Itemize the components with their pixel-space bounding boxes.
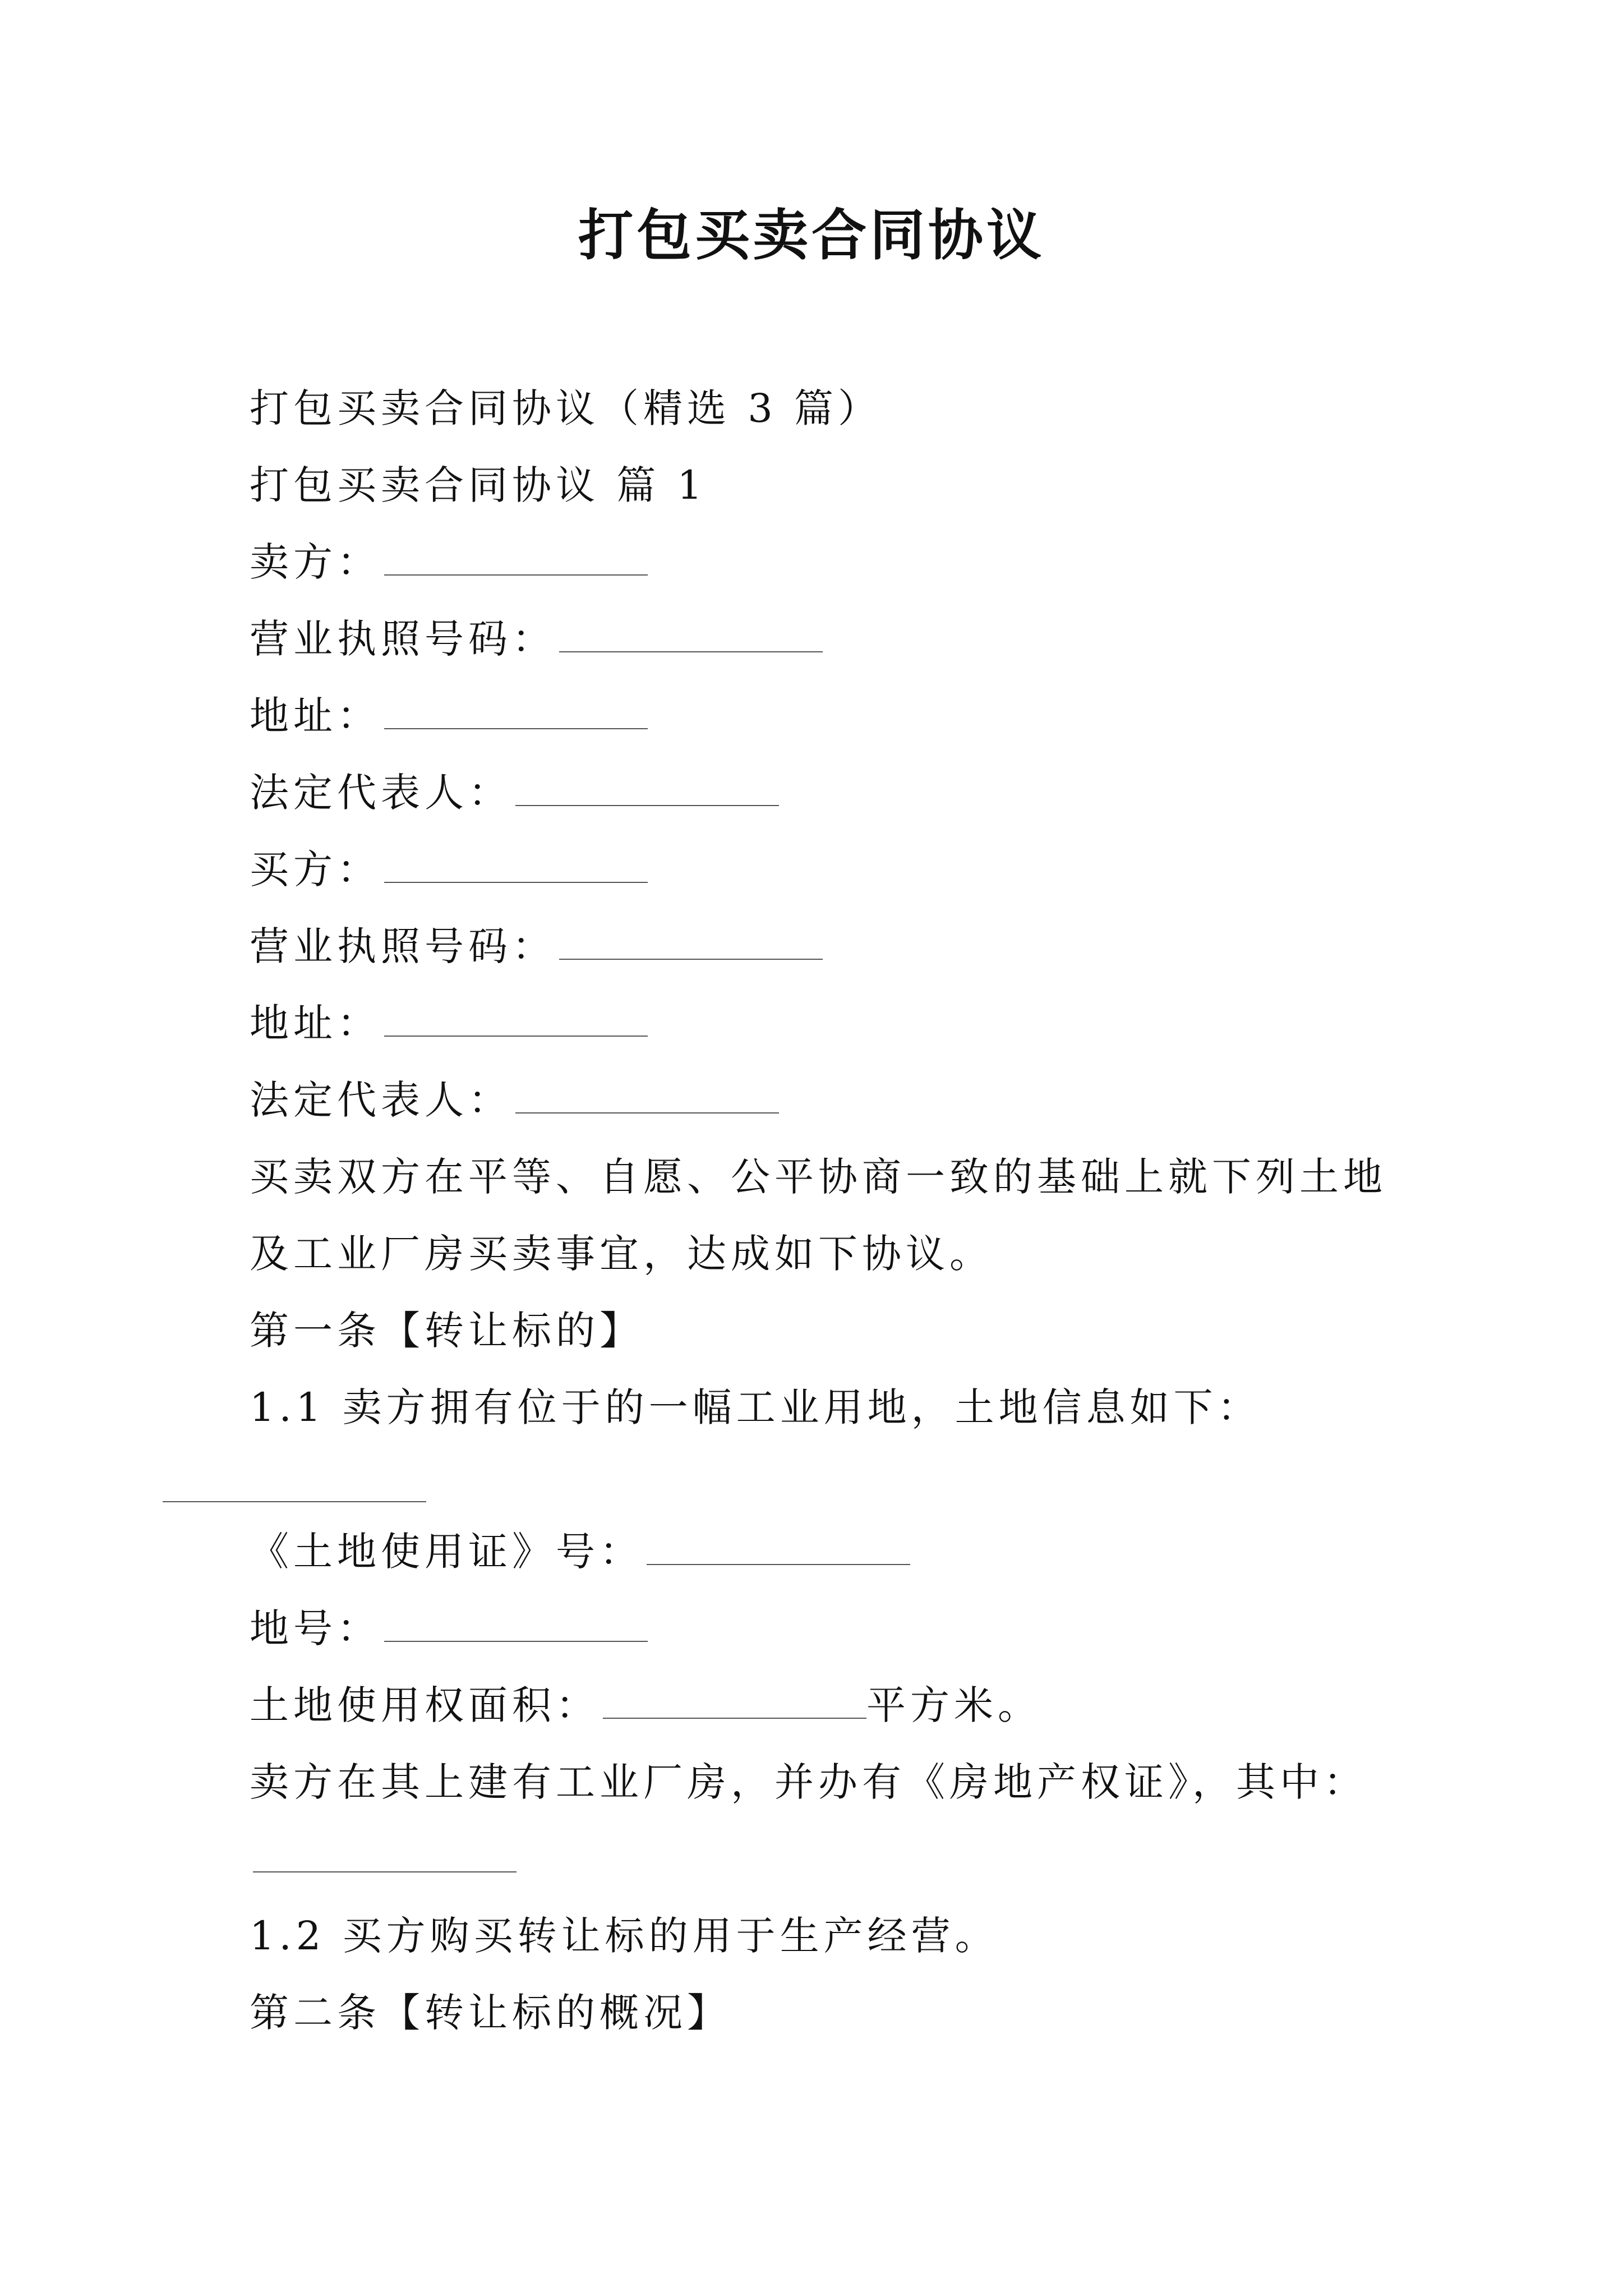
seller-rep-blank [515,774,779,806]
document-title: 打包买卖合同协议 [578,203,1045,268]
seller-address-blank [384,697,648,729]
seller-address-field [250,678,1382,754]
land-area-blank [603,1686,866,1719]
seller-label: 卖方： [250,539,381,585]
seller-blank [384,543,648,576]
buyer-address-field [250,985,1382,1062]
land-area-field [250,1667,1382,1744]
document-body [250,370,1387,2051]
seller-license-blank [559,620,823,652]
seller-license-label: 营业执照号码： [250,616,556,662]
part-heading: 打包买卖合同协议 篇 1 [250,462,707,508]
clause-1-2: 1.2 买方购买转让标的用于生产经营。 [250,1913,999,1959]
seller-rep-field [250,754,1382,831]
land-area-label: 土地使用权面积： [250,1682,600,1728]
factory-paragraph-text: 卖方在其上建有工业厂房，并办有《房地产权证》，其中： [250,1759,1367,1805]
buyer-blank [384,850,648,883]
buyer-license-field [250,908,1382,985]
buyer-rep-blank [515,1081,779,1114]
land-info-blank [163,1452,426,1502]
land-cert-field [250,1513,1382,1590]
buyer-license-blank [559,927,823,960]
subtitle: 打包买卖合同协议（精选 3 篇） [250,385,882,431]
buyer-field [250,831,1382,908]
article1-heading: 第一条【转让标的】 [250,1308,643,1354]
land-area-unit: 平方米。 [866,1682,1041,1728]
buyer-rep-field [250,1062,1382,1139]
seller-address-label: 地址： [250,693,381,739]
buyer-rep-label: 法定代表人： [250,1077,512,1123]
clause-1-1: 1.1 卖方拥有位于的一幅工业用地，土地信息如下： [250,1384,1261,1430]
land-cert-label: 《土地使用证》号： [250,1529,643,1575]
intro-paragraph: 买卖双方在平等、自愿、公平协商一致的基础上就下列土地及工业厂房买卖事宜，达成如下协议。 [250,1154,1387,1277]
seller-field [250,524,1382,601]
buyer-license-label: 营业执照号码： [250,923,556,969]
buyer-label: 买方： [250,846,381,892]
factory-paragraph [163,1744,1388,1898]
lot-number-label: 地号： [250,1605,381,1651]
seller-license-field [250,601,1382,678]
buyer-address-label: 地址： [250,1000,381,1046]
lot-number-field [250,1590,1382,1667]
land-cert-blank [647,1533,910,1565]
seller-rep-label: 法定代表人： [250,770,512,816]
article2-heading: 第二条【转让标的概况】 [250,1990,731,2036]
lot-number-blank [384,1609,648,1642]
buyer-address-blank [384,1004,648,1037]
factory-blank [253,1840,517,1872]
